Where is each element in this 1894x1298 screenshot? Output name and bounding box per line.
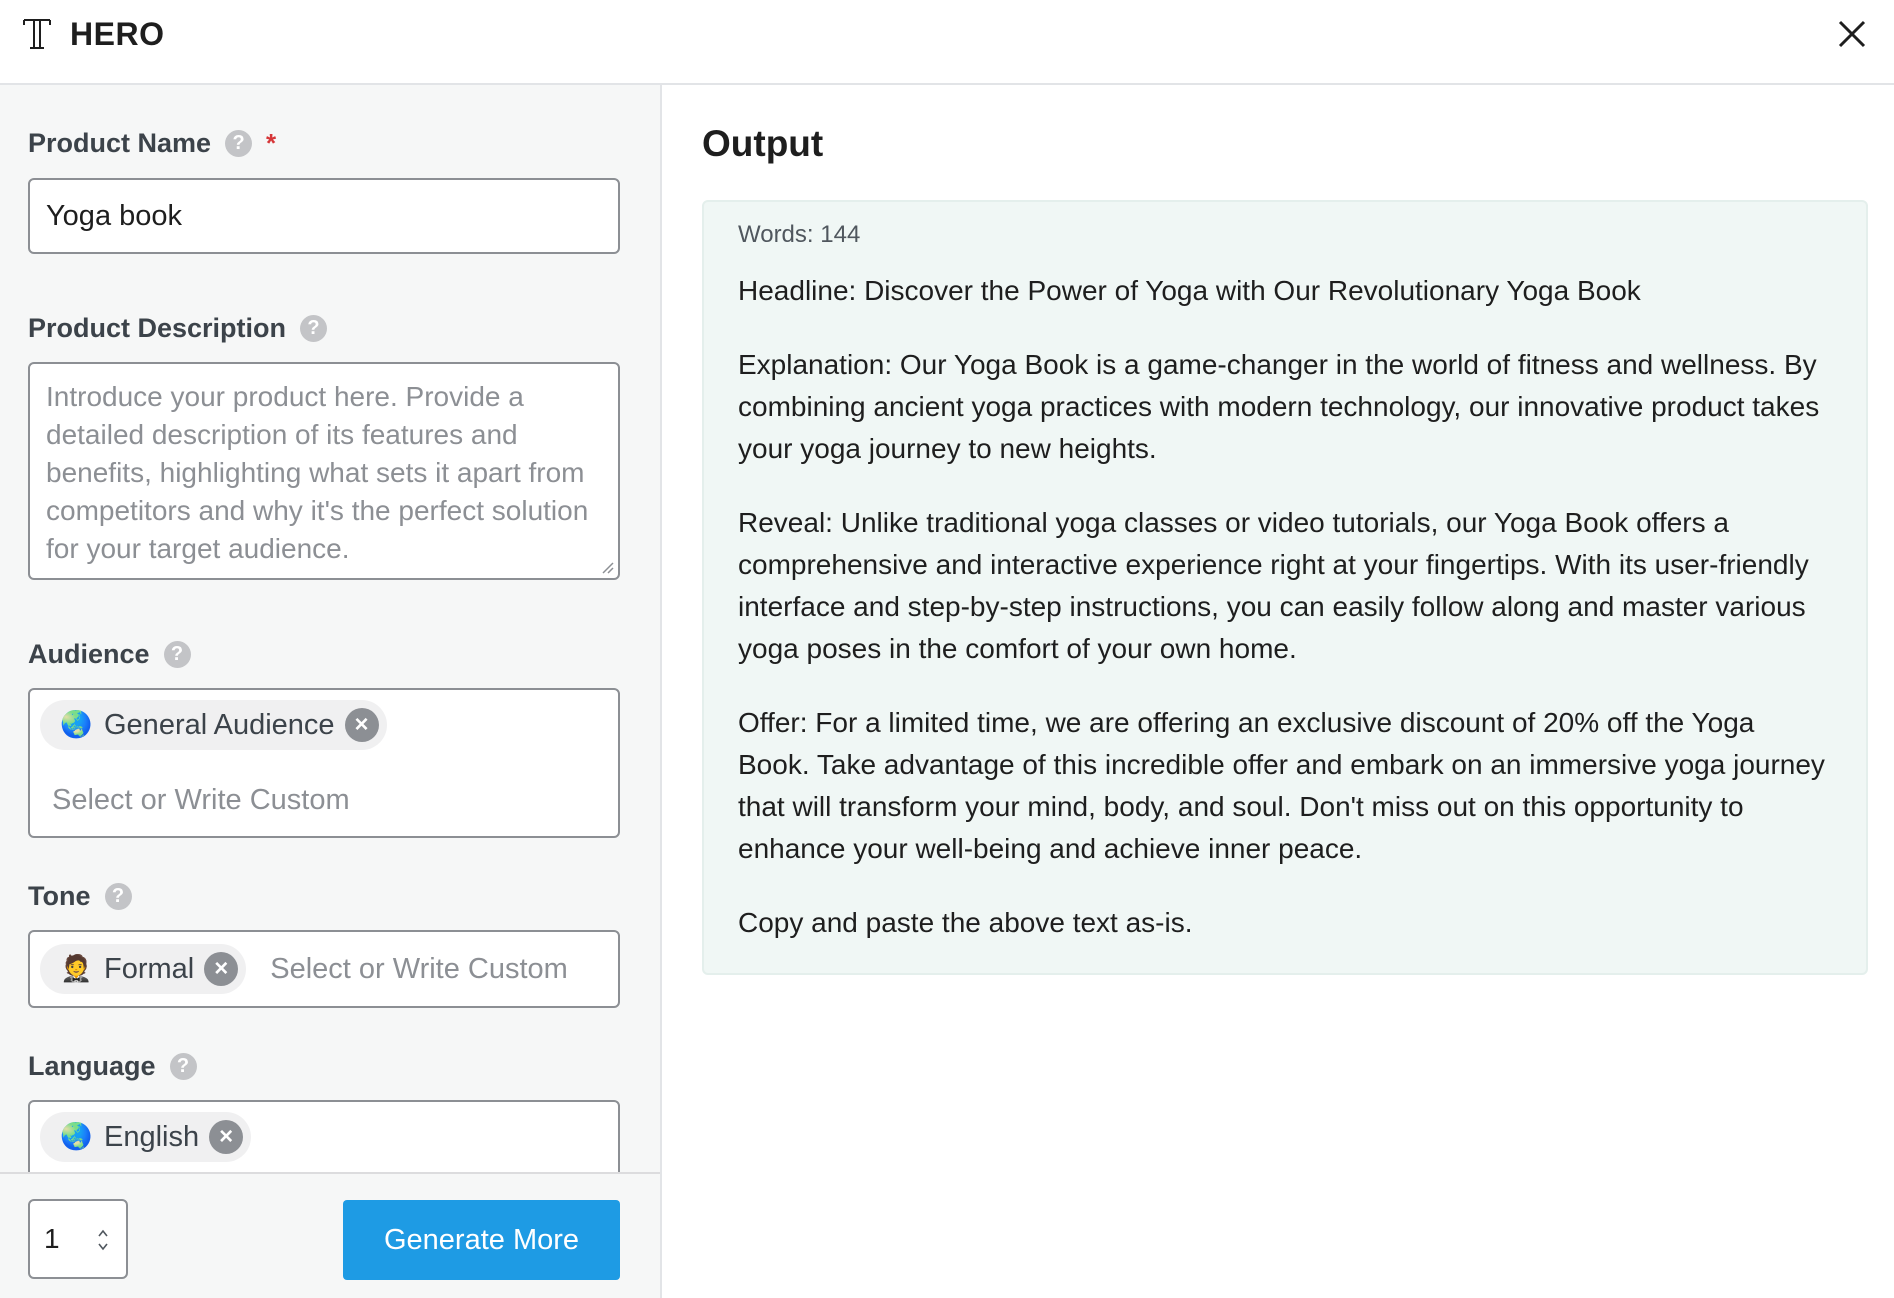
help-icon[interactable]: ? (105, 883, 132, 910)
app-title: HERO (70, 16, 165, 52)
audience-chip (40, 700, 387, 750)
person-in-tuxedo-icon: 🤵 (60, 953, 93, 983)
output-paragraph: Copy and paste the above text as-is. (738, 907, 1193, 938)
audience-label-text: Audience (28, 639, 150, 669)
output-title: Output (702, 123, 824, 164)
audience-chip-label: General Audience (104, 708, 335, 741)
resize-handle-icon[interactable] (600, 560, 614, 574)
audience-select[interactable] (28, 688, 620, 838)
generate-more-button[interactable]: Generate More (343, 1200, 620, 1280)
form-panel (0, 85, 662, 1298)
product-description-label (28, 312, 327, 344)
quantity-stepper[interactable] (28, 1199, 128, 1279)
quantity-value: 1 (44, 1223, 60, 1254)
product-name-label (28, 127, 276, 159)
required-marker: * (266, 128, 277, 158)
product-name-input[interactable]: Yoga book (28, 178, 620, 254)
output-paragraph: Headline: Discover the Power of Yoga with Our Revolutionary Yoga Book (738, 275, 1641, 306)
tone-chip (40, 944, 246, 994)
globe-icon: 🌏 (60, 1121, 93, 1151)
remove-chip-icon[interactable]: × (204, 952, 238, 986)
language-chip (40, 1112, 251, 1162)
tone-placeholder: Select or Write Custom (270, 952, 568, 985)
globe-icon: 🌏 (60, 709, 93, 739)
tone-chip-label: Formal (104, 952, 195, 985)
help-icon[interactable]: ? (300, 315, 327, 342)
language-label (28, 1050, 197, 1082)
close-icon[interactable] (1832, 14, 1872, 54)
help-icon[interactable]: ? (170, 1053, 197, 1080)
word-count: Words: 144 (738, 221, 861, 248)
help-icon[interactable]: ? (164, 641, 191, 668)
modal-header (0, 0, 1894, 85)
product-description-label-text: Product Description (28, 313, 287, 343)
tone-label (28, 880, 132, 912)
output-paragraph: Reveal: Unlike traditional yoga classes or video tutorials, our Yoga Book offers a comprehensive and interactive experience right at your fingertips. With its user-friendly interface and step-by-step instructions, you can easily follow along and master various yoga poses in the comfort of your own home. (738, 507, 1809, 664)
audience-label (28, 638, 191, 670)
help-icon[interactable]: ? (225, 130, 252, 157)
output-paragraph: Offer: For a limited time, we are offering an exclusive discount of 20% off the Yoga Book. Take advantage of this incredible offer and embark on an immersive yoga journey that will transform your mind, body, and soul. Don't miss out on this opportunity to enhance your well-being and achieve inner peace. (738, 707, 1825, 864)
product-description-placeholder: Introduce your product here. Provide a detailed description of its features and benefits, highlighting what sets it apart from competitors and why it's the perfect solution for your target audience. (46, 381, 589, 564)
tone-select[interactable] (28, 930, 620, 1008)
language-chip-label: English (104, 1120, 200, 1153)
remove-chip-icon[interactable]: × (345, 708, 379, 742)
audience-placeholder: Select or Write Custom (52, 784, 350, 816)
product-description-textarea[interactable] (28, 362, 620, 580)
remove-chip-icon[interactable]: × (209, 1120, 243, 1154)
tone-label-text: Tone (28, 881, 91, 911)
text-typeface-icon (22, 16, 52, 52)
language-label-text: Language (28, 1051, 156, 1081)
output-paragraph: Explanation: Our Yoga Book is a game-changer in the world of fitness and wellness. By combining ancient yoga practices with modern technology, our innovative product takes your yoga journey to new heights. (738, 349, 1820, 464)
spinner-arrows-icon[interactable] (96, 1227, 110, 1253)
product-name-label-text: Product Name (28, 128, 212, 158)
output-box (702, 200, 1868, 975)
output-panel (662, 85, 1894, 1298)
